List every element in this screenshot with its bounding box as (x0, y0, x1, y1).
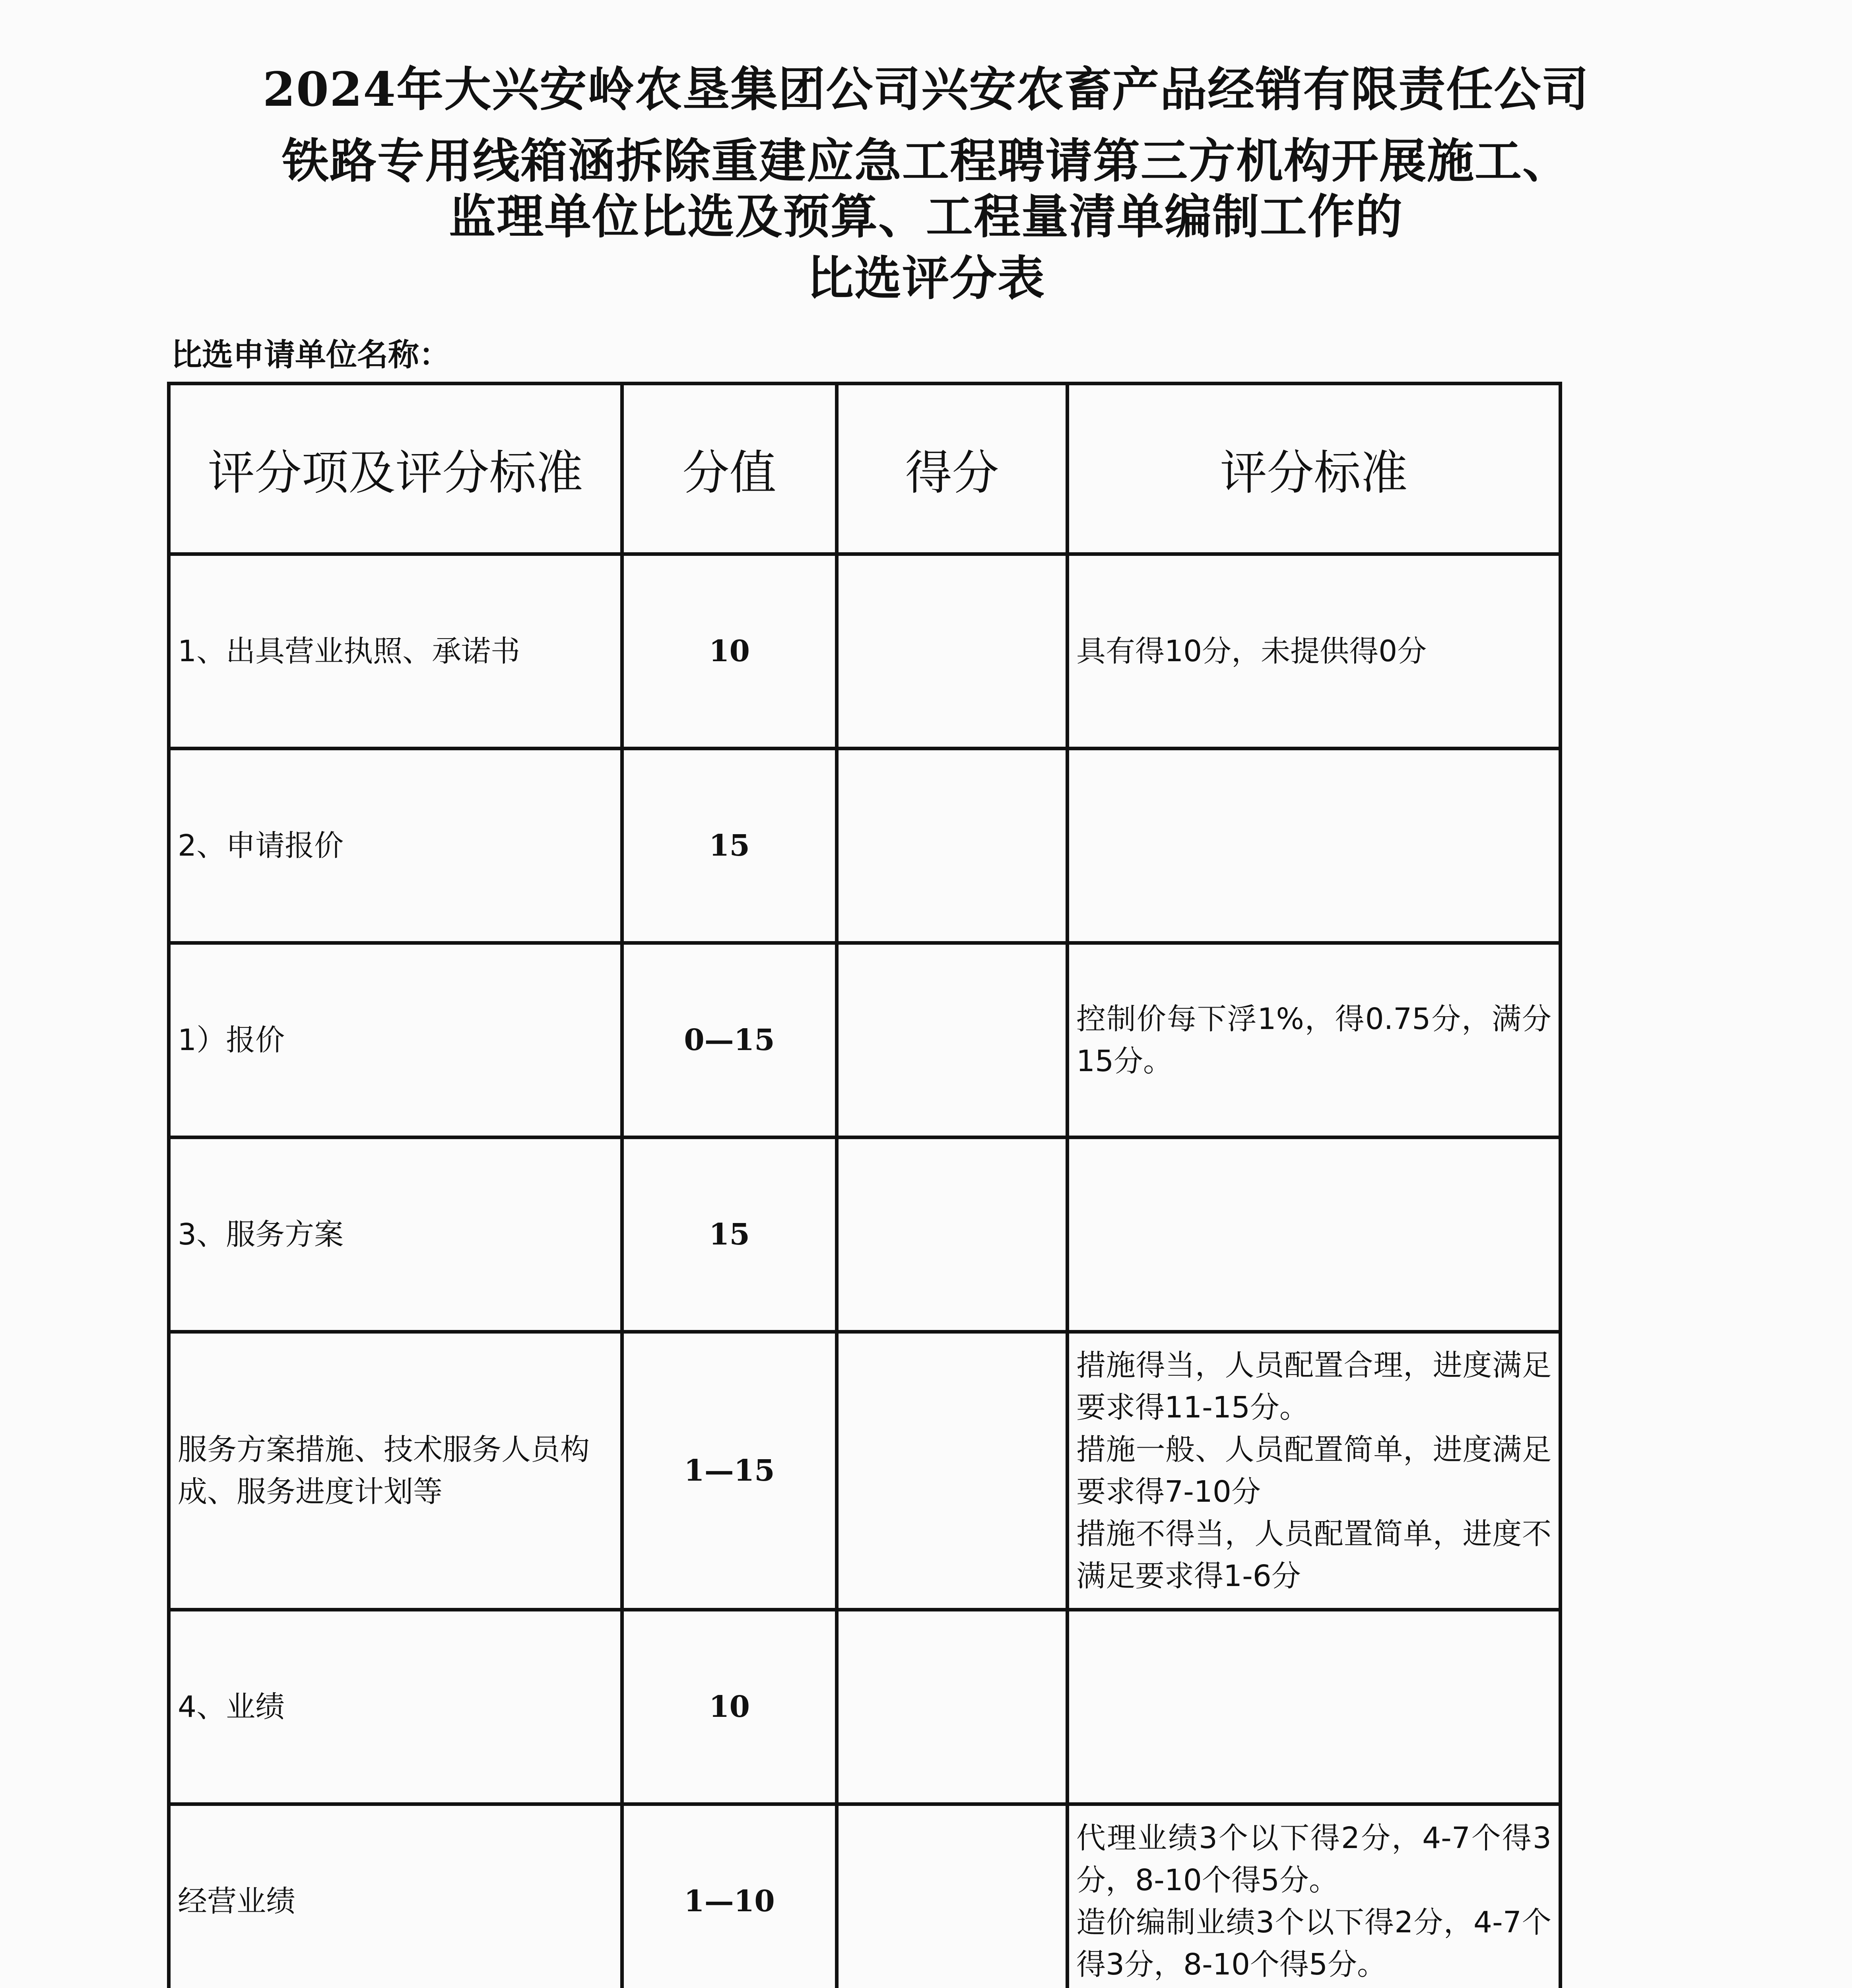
table-row (169, 1332, 1561, 1610)
row-value: 10 (622, 554, 837, 749)
applicant-label: 比选申请单位名称： (171, 337, 450, 373)
row-score-cell[interactable] (837, 1332, 1068, 1610)
row-score-cell[interactable] (837, 1138, 1068, 1332)
row-item: 1）报价 (169, 943, 622, 1138)
criteria-line: 措施得当，人员配置合理，进度满足要求得11-15分。 (1076, 1348, 1551, 1425)
row-score-cell[interactable] (837, 554, 1068, 749)
criteria-line: 造价编制业绩3个以下得2分，4-7个得3分，8-10个得5分。 (1076, 1905, 1551, 1982)
row-score-cell[interactable] (837, 1804, 1068, 1988)
table-row (169, 1610, 1561, 1804)
table-row (169, 1804, 1561, 1988)
row-item: 服务方案措施、技术服务人员构成、服务进度计划等 (169, 1332, 622, 1610)
table-row (169, 1138, 1561, 1332)
row-item: 1、出具营业执照、承诺书 (169, 554, 622, 749)
criteria-line: 措施不得当，人员配置简单，进度不满足要求得1-6分 (1076, 1517, 1551, 1593)
row-criteria (1068, 749, 1561, 943)
row-score-cell[interactable] (837, 749, 1068, 943)
row-value: 1—10 (622, 1804, 837, 1988)
row-value: 0—15 (622, 943, 837, 1138)
title-line-4: 比选评分表 (806, 250, 1045, 306)
header-row (169, 384, 1561, 554)
row-item: 3、服务方案 (169, 1138, 622, 1332)
criteria-line: 措施一般、人员配置简单，进度满足要求得7-10分 (1076, 1433, 1551, 1509)
row-value: 15 (622, 749, 837, 943)
row-value: 15 (622, 1138, 837, 1332)
row-criteria: 控制价每下浮1%，得0.75分，满分15分。 (1068, 943, 1561, 1138)
header-score: 得分 (837, 384, 1068, 554)
row-item: 2、申请报价 (169, 749, 622, 943)
row-criteria: 具有得10分，未提供得0分 (1068, 554, 1561, 749)
row-value: 1—15 (622, 1332, 837, 1610)
criteria-line: 代理业绩3个以下得2分，4-7个得3分，8-10个得5分。 (1076, 1821, 1551, 1897)
title-line-3: 监理单位比选及预算、工程量清单编制工作的 (448, 189, 1403, 244)
table-row (169, 554, 1561, 749)
title-line-1: 2024年大兴安岭农垦集团公司兴安农畜产品经销有限责任公司 (262, 62, 1590, 117)
row-criteria (1068, 1138, 1561, 1332)
table-row (169, 943, 1561, 1138)
header-value: 分值 (622, 384, 837, 554)
row-score-cell[interactable] (837, 943, 1068, 1138)
row-criteria (1068, 1332, 1561, 1610)
header-criteria: 评分标准 (1068, 384, 1561, 554)
header-item: 评分项及评分标准 (169, 384, 622, 554)
row-criteria (1068, 1804, 1561, 1988)
row-value: 10 (622, 1610, 837, 1804)
scoring-table (167, 382, 1562, 1988)
row-criteria (1068, 1610, 1561, 1804)
row-item: 经营业绩 (169, 1804, 622, 1988)
row-item: 4、业绩 (169, 1610, 622, 1804)
title-line-2: 铁路专用线箱涵拆除重建应急工程聘请第三方机构开展施工、 (281, 133, 1570, 188)
row-score-cell[interactable] (837, 1610, 1068, 1804)
table-row (169, 749, 1561, 943)
